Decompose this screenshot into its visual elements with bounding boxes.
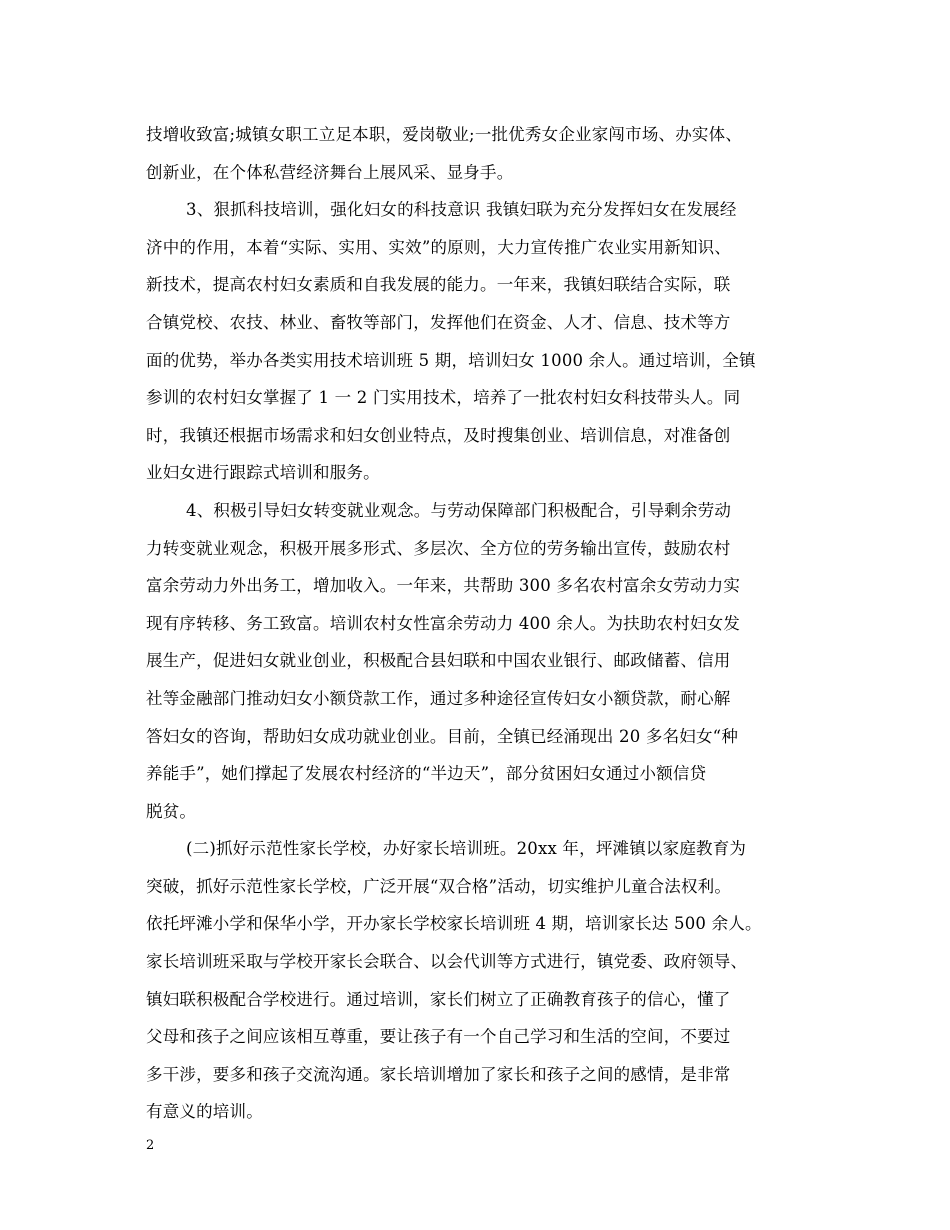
- text-line: 有意义的培训。: [146, 1102, 263, 1122]
- text-line: 家长培训班采取与学校开家长会联合、以会代训等方式进行，镇党委、政府领导、: [146, 952, 748, 972]
- text-line: 脱贫。: [146, 801, 197, 821]
- text-line: 新技术，提高农村妇女素质和自我发展的能力。一年来，我镇妇联结合实际，联: [146, 275, 731, 295]
- paragraph-start-line: 4、积极引导妇女转变就业观念。与劳动保障部门积极配合，引导剩余劳动: [186, 500, 732, 520]
- text-line: 富余劳动力外出务工，增加收入。一年来，共帮助 300 多名农村富余女劳动力实: [146, 576, 741, 596]
- text-line: 突破，抓好示范性家长学校，广泛开展“双合格”活动，切实维护儿童合法权利。: [146, 876, 732, 896]
- text-line: 现有序转移、务工致富。培训农村女性富余劳动力 400 余人。为扶助农村妇女发: [146, 613, 741, 633]
- text-line: 济中的作用，本着“实际、实用、实效”的原则，大力宣传推广农业实用新知识、: [146, 237, 732, 257]
- text-line: 技增收致富;城镇女职工立足本职，爱岗敬业;一批优秀女企业家闯市场、办实体、: [146, 125, 743, 144]
- text-line: 时，我镇还根据市场需求和妇女创业特点，及时搜集创业、培训信息，对准备创: [146, 425, 731, 445]
- text-line: 参训的农村妇女掌握了 1 一 2 门实用技术，培养了一批农村妇女科技带头人。同: [146, 388, 741, 408]
- text-line: 创新业，在个体私营经济舞台上展风采、显身手。: [146, 162, 514, 182]
- text-line: 社等金融部门推动妇女小额贷款工作，通过多种途径宣传妇女小额贷款，耐心解: [146, 688, 731, 708]
- paragraph-start-line: (二)抓好示范性家长学校，办好家长培训班。20xx 年，坪滩镇以家庭教育为: [186, 839, 747, 859]
- text-line: 力转变就业观念，积极开展多形式、多层次、全方位的劳务输出宣传，鼓励农村: [146, 538, 731, 558]
- text-line: 镇妇联积极配合学校进行。通过培训，家长们树立了正确教育孩子的信心，懂了: [146, 989, 731, 1009]
- body-text: [146, 116, 806, 1131]
- text-line: 依托坪滩小学和保华小学，开办家长学校家长培训班 4 期，培训家长达 500 余人。: [146, 914, 762, 934]
- text-line: 答妇女的咨询，帮助妇女成功就业创业。目前，全镇已经涌现出 20 多名妇女“种: [146, 726, 739, 746]
- text-line: 父母和孩子之间应该相互尊重，要让孩子有一个自己学习和生活的空间，不要过: [146, 1027, 731, 1047]
- text-line: 多干涉，要多和孩子交流沟通。家长培训增加了家长和孩子之间的感情，是非常: [146, 1064, 731, 1084]
- text-line: 面的优势，举办各类实用技术培训班 5 期，培训妇女 1000 余人。通过培训，全镇: [146, 350, 756, 370]
- paragraph-start-line: 3、狠抓科技培训，强化妇女的科技意识 我镇妇联为充分发挥妇女在发展经: [186, 200, 737, 220]
- text-line: 业妇女进行跟踪式培训和服务。: [146, 463, 380, 483]
- text-line: 养能手”，她们撑起了发展农村经济的“半边天”，部分贫困妇女通过小额信贷: [146, 764, 707, 784]
- text-line: 展生产，促进妇女就业创业，积极配合县妇联和中国农业银行、邮政储蓄、信用: [146, 651, 731, 671]
- text-line: 合镇党校、农技、林业、畜牧等部门，发挥他们在资金、人才、信息、技术等方: [146, 312, 731, 332]
- page-number: 2: [146, 1138, 155, 1153]
